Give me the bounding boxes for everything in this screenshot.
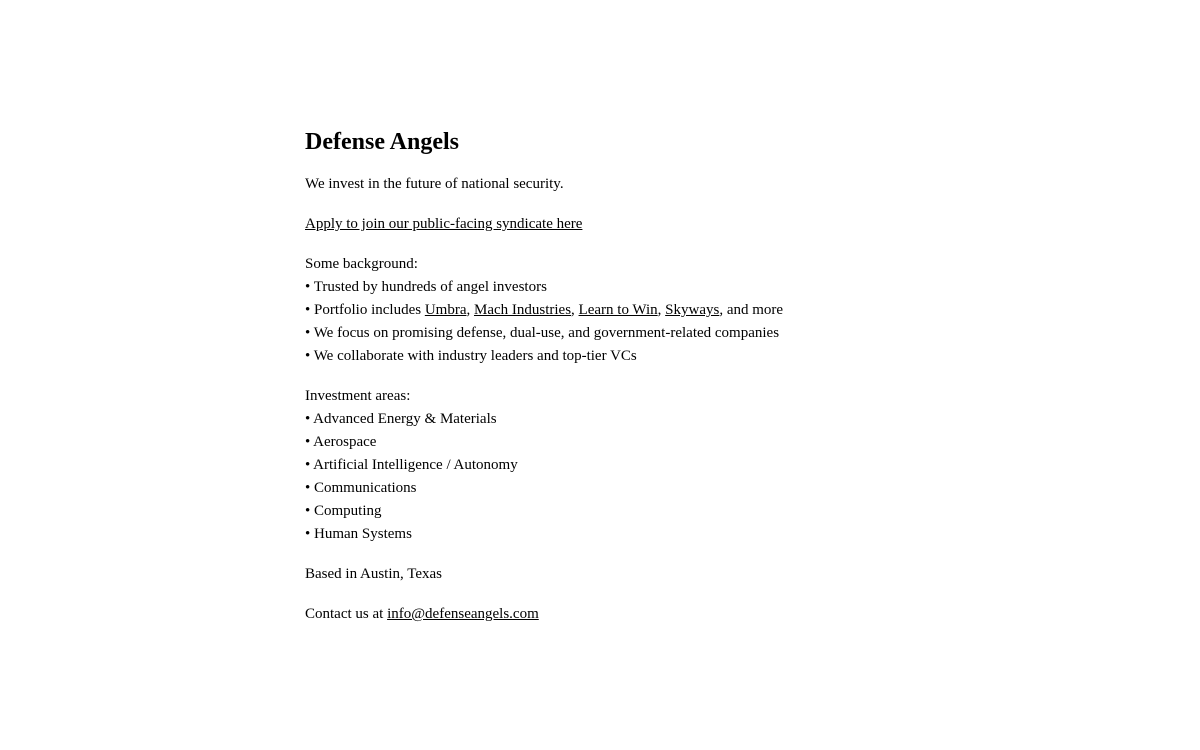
investment-area-aerospace: • Aerospace: [305, 434, 377, 450]
portfolio-suffix: , and more: [719, 302, 784, 318]
contact-email-link[interactable]: info@defenseangels.com: [387, 606, 539, 622]
apply-link[interactable]: Apply to join our public-facing syndicate here: [305, 216, 583, 232]
background-item-focus: • We focus on promising defense, dual-use, and government-related companies: [305, 325, 780, 341]
portfolio-link-umbra[interactable]: Umbra: [424, 302, 467, 318]
portfolio-separator: ,: [571, 302, 579, 318]
contact-paragraph: [305, 603, 905, 626]
background-item-trusted: • Trusted by hundreds of angel investors: [305, 279, 547, 295]
portfolio-separator: ,: [657, 302, 666, 318]
investment-area-ai-autonomy: • Artificial Intelligence / Autonomy: [305, 457, 518, 473]
background-section: [305, 253, 905, 368]
background-item-portfolio: [305, 299, 905, 322]
portfolio-link-learn-to-win[interactable]: Learn to Win: [578, 302, 658, 318]
portfolio-link-skyways[interactable]: Skyways: [665, 302, 720, 318]
portfolio-prefix: • Portfolio includes: [305, 302, 425, 318]
investment-heading: Investment areas:: [305, 388, 411, 404]
background-item-collaborate: • We collaborate with industry leaders and top-tier VCs: [305, 348, 637, 364]
page-title: Defense Angels: [305, 129, 459, 155]
location: Based in Austin, Texas: [305, 566, 442, 582]
page-content: [305, 127, 905, 643]
investment-section: [305, 385, 905, 546]
portfolio-separator: ,: [466, 302, 474, 318]
investment-area-energy-materials: • Advanced Energy & Materials: [305, 411, 497, 427]
background-heading: Some background:: [305, 256, 418, 272]
investment-area-human-systems: • Human Systems: [305, 526, 412, 542]
tagline: We invest in the future of national security.: [305, 176, 564, 192]
apply-paragraph: [305, 213, 905, 236]
portfolio-link-mach-industries[interactable]: Mach Industries: [473, 302, 572, 318]
investment-area-communications: • Communications: [305, 480, 417, 496]
contact-prefix: Contact us at: [305, 606, 388, 622]
investment-area-computing: • Computing: [305, 503, 382, 519]
